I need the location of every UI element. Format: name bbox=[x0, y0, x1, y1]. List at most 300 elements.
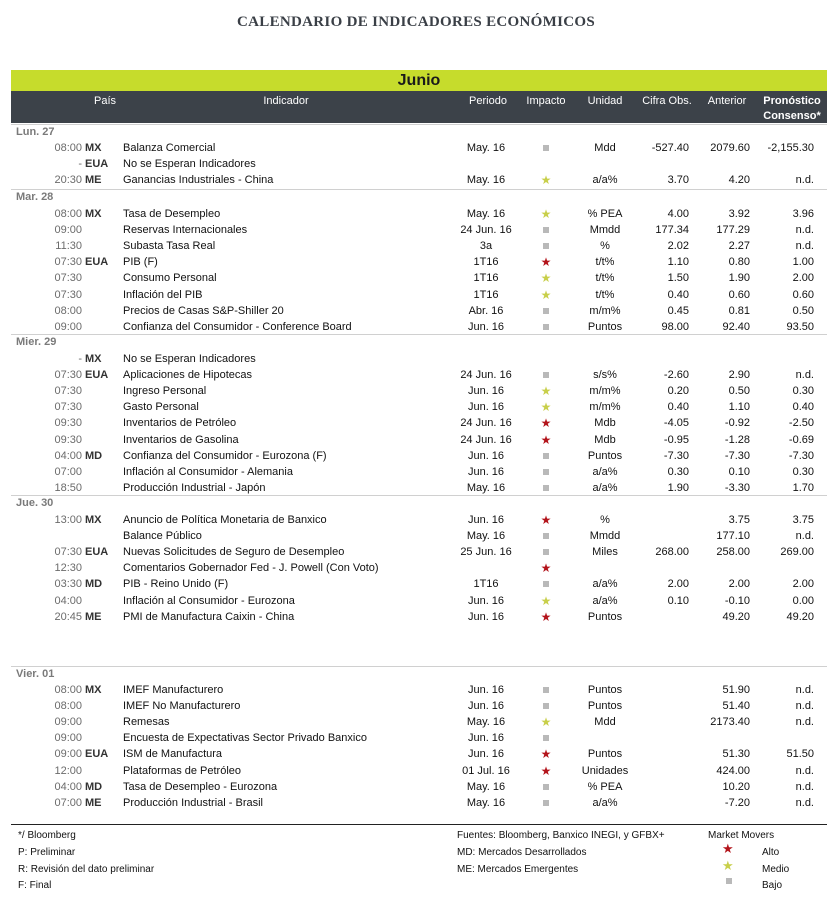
time-cell: 07:30 bbox=[54, 272, 82, 285]
unit-cell: s/s% bbox=[593, 369, 617, 382]
period-cell: Abr. 16 bbox=[468, 304, 504, 317]
previous-cell: 0.81 bbox=[728, 304, 750, 317]
previous-cell: 51.90 bbox=[722, 684, 750, 696]
period-cell: May. 16 bbox=[466, 481, 506, 494]
legend-bajo: Bajo bbox=[762, 880, 783, 891]
time-cell: 09:00 bbox=[54, 716, 82, 729]
time-cell: 12:30 bbox=[54, 562, 82, 575]
unit-cell: Puntos bbox=[587, 610, 623, 623]
period-cell: Jun. 16 bbox=[467, 449, 505, 462]
day-separator bbox=[11, 495, 827, 496]
table-row bbox=[0, 609, 832, 625]
previous-cell: 10.20 bbox=[722, 780, 750, 793]
observed-cell: 177.34 bbox=[655, 224, 689, 237]
indicator-cell: PIB (F) bbox=[123, 256, 158, 269]
forecast-cell: n.d. bbox=[795, 684, 814, 696]
country-cell: MX bbox=[85, 684, 102, 696]
square-low-icon bbox=[528, 730, 564, 746]
time-cell: 04:00 bbox=[54, 449, 82, 462]
forecast-cell: n.d. bbox=[795, 240, 814, 253]
table-row bbox=[0, 528, 832, 544]
time-cell: 08:00 bbox=[54, 208, 82, 220]
unit-cell: Mmdd bbox=[589, 224, 621, 237]
table-row bbox=[0, 238, 832, 254]
observed-cell: -0.95 bbox=[663, 433, 689, 446]
unit-cell: Mmdd bbox=[589, 530, 621, 543]
previous-cell: -3.30 bbox=[724, 481, 750, 494]
country-cell: MX bbox=[85, 514, 102, 526]
forecast-cell: 0.50 bbox=[792, 304, 814, 317]
star-high-icon: ★ bbox=[540, 609, 552, 624]
unit-cell: Puntos bbox=[587, 700, 623, 713]
country-cell: MX bbox=[85, 353, 102, 365]
indicator-cell: Producción Industrial - Brasil bbox=[123, 796, 264, 809]
header-unidad: Unidad bbox=[587, 95, 623, 107]
period-cell: May. 16 bbox=[466, 530, 506, 543]
observed-cell: 4.00 bbox=[667, 208, 689, 220]
unit-cell: Puntos bbox=[587, 684, 623, 696]
observed-cell: 0.45 bbox=[667, 304, 689, 317]
note-fuentes: Fuentes: Bloomberg, Banxico INEGI, y GFBX+ bbox=[457, 830, 665, 841]
table-row bbox=[0, 730, 832, 746]
period-cell: May. 16 bbox=[466, 174, 506, 187]
country-cell: EUA bbox=[85, 256, 109, 269]
page-title: CALENDARIO DE INDICADORES ECONÓMICOS bbox=[237, 14, 595, 30]
time-cell: 09:30 bbox=[54, 417, 82, 430]
period-cell: Jun. 16 bbox=[467, 684, 505, 696]
table-row bbox=[0, 303, 832, 319]
period-cell: May. 16 bbox=[466, 142, 506, 154]
indicator-cell: Plataformas de Petróleo bbox=[123, 764, 242, 777]
previous-cell: -0.92 bbox=[724, 417, 750, 430]
square-low-icon bbox=[528, 795, 564, 811]
day-label: Lun. 27 bbox=[16, 126, 55, 138]
time-cell: 20:45 bbox=[54, 610, 82, 623]
indicator-cell: Inflación del PIB bbox=[123, 288, 203, 301]
observed-cell: 0.40 bbox=[667, 288, 689, 301]
observed-cell: 0.30 bbox=[667, 465, 689, 478]
indicator-cell: Ganancias Industriales - China bbox=[123, 174, 274, 187]
table-row bbox=[0, 480, 832, 496]
star-mid-icon: ★ bbox=[722, 858, 734, 873]
previous-cell: 1.90 bbox=[728, 272, 750, 285]
forecast-cell: n.d. bbox=[795, 780, 814, 793]
header-pronostico-line1: Pronóstico bbox=[763, 95, 821, 107]
unit-cell: m/m% bbox=[589, 304, 621, 317]
unit-cell: a/a% bbox=[592, 796, 618, 809]
unit-cell: Mdb bbox=[594, 417, 616, 430]
forecast-cell: 0.30 bbox=[792, 385, 814, 398]
forecast-cell: 0.40 bbox=[792, 401, 814, 414]
table-row bbox=[0, 399, 832, 415]
note-revision: R: Revisión del dato preliminar bbox=[18, 864, 155, 875]
note-bloomberg: */ Bloomberg bbox=[18, 830, 76, 841]
observed-cell: 2.02 bbox=[667, 240, 689, 253]
indicator-cell: Subasta Tasa Real bbox=[123, 240, 216, 253]
unit-cell: Unidades bbox=[581, 764, 629, 777]
forecast-cell: 51.50 bbox=[786, 748, 814, 761]
unit-cell: Mdb bbox=[594, 433, 616, 446]
previous-cell: -0.10 bbox=[724, 594, 750, 607]
table-row bbox=[0, 795, 832, 811]
day-separator bbox=[11, 189, 827, 190]
period-cell: 1T16 bbox=[473, 288, 499, 301]
table-row bbox=[0, 287, 832, 303]
forecast-cell: n.d. bbox=[795, 716, 814, 729]
unit-cell: a/a% bbox=[592, 465, 618, 478]
observed-cell: 0.20 bbox=[667, 385, 689, 398]
country-cell: MD bbox=[85, 578, 103, 591]
previous-cell: 92.40 bbox=[722, 320, 750, 333]
star-mid-icon: ★ bbox=[540, 400, 552, 415]
observed-cell: 98.00 bbox=[661, 320, 689, 333]
table-row bbox=[0, 746, 832, 762]
day-label: Mar. 28 bbox=[16, 191, 54, 203]
previous-cell: 177.29 bbox=[716, 224, 750, 237]
previous-cell: 2.00 bbox=[728, 578, 750, 591]
day-separator bbox=[11, 666, 827, 667]
forecast-cell: 1.00 bbox=[792, 256, 814, 269]
unit-cell: m/m% bbox=[589, 401, 621, 414]
legend-title: Market Movers bbox=[708, 830, 775, 841]
table-row bbox=[0, 698, 832, 714]
previous-cell: 2.90 bbox=[728, 369, 750, 382]
period-cell: 1T16 bbox=[473, 256, 499, 269]
country-cell: ME bbox=[85, 610, 102, 623]
country-cell: EUA bbox=[85, 158, 109, 171]
time-cell: 07:30 bbox=[54, 288, 82, 301]
table-row bbox=[0, 156, 832, 172]
day-label: Mier. 29 bbox=[16, 336, 57, 348]
star-high-icon: ★ bbox=[540, 416, 552, 431]
note-me: ME: Mercados Emergentes bbox=[457, 864, 579, 875]
table-row bbox=[0, 367, 832, 383]
time-cell: 13:00 bbox=[54, 514, 82, 526]
period-cell: Jun. 16 bbox=[467, 401, 505, 414]
forecast-cell: 269.00 bbox=[780, 546, 814, 559]
country-cell: MX bbox=[85, 208, 102, 220]
time-cell: 07:30 bbox=[54, 385, 82, 398]
indicator-cell: No se Esperan Indicadores bbox=[123, 353, 256, 365]
forecast-cell: 0.00 bbox=[792, 594, 814, 607]
period-cell: May. 16 bbox=[466, 796, 506, 809]
unit-cell: Puntos bbox=[587, 748, 623, 761]
indicator-cell: Inflación al Consumidor - Alemania bbox=[123, 465, 293, 478]
previous-cell: 0.50 bbox=[728, 385, 750, 398]
unit-cell: a/a% bbox=[592, 578, 618, 591]
time-cell: 07:30 bbox=[54, 369, 82, 382]
table-row bbox=[0, 763, 832, 779]
square-low-icon bbox=[528, 779, 564, 795]
period-cell: Jun. 16 bbox=[467, 748, 505, 761]
observed-cell: 1.90 bbox=[667, 481, 689, 494]
previous-cell: 0.60 bbox=[728, 288, 750, 301]
previous-cell: -7.30 bbox=[724, 449, 750, 462]
table-row bbox=[0, 270, 832, 286]
header-pais: País bbox=[93, 95, 116, 107]
indicator-cell: Comentarios Gobernador Fed - J. Powell (Con Voto) bbox=[123, 562, 379, 575]
star-high-icon: ★ bbox=[540, 763, 552, 778]
square-low-icon bbox=[528, 238, 564, 254]
square-low-icon bbox=[528, 448, 564, 464]
indicator-cell: Gasto Personal bbox=[123, 401, 199, 414]
time-cell: 08:00 bbox=[54, 304, 82, 317]
indicator-cell: IMEF Manufacturero bbox=[123, 684, 224, 696]
unit-cell: a/a% bbox=[592, 594, 618, 607]
month-banner: Junio bbox=[11, 70, 827, 91]
indicator-cell: Balanza Comercial bbox=[123, 142, 216, 154]
square-low-icon bbox=[528, 480, 564, 496]
country-cell: MD bbox=[85, 780, 103, 793]
square-low-icon bbox=[528, 140, 564, 156]
unit-cell: t/t% bbox=[595, 256, 615, 269]
previous-cell: 2173.40 bbox=[710, 716, 750, 729]
indicator-cell: Precios de Casas S&P-Shiller 20 bbox=[123, 304, 284, 317]
observed-cell: 2.00 bbox=[667, 578, 689, 591]
indicator-cell: PIB - Reino Unido (F) bbox=[123, 578, 229, 591]
square-low-icon bbox=[528, 682, 564, 698]
period-cell: 24 Jun. 16 bbox=[460, 417, 512, 430]
header-anterior: Anterior bbox=[707, 95, 747, 107]
table-row bbox=[0, 576, 832, 592]
previous-cell: 2.27 bbox=[728, 240, 750, 253]
star-mid-icon: ★ bbox=[540, 271, 552, 286]
indicator-cell: Confianza del Consumidor - Eurozona (F) bbox=[123, 449, 327, 462]
square-low-icon bbox=[528, 544, 564, 560]
period-cell: May. 16 bbox=[466, 208, 506, 220]
time-cell: 04:00 bbox=[54, 594, 82, 607]
indicator-cell: Aplicaciones de Hipotecas bbox=[123, 369, 253, 382]
period-cell: 1T16 bbox=[473, 578, 499, 591]
previous-cell: 424.00 bbox=[716, 764, 750, 777]
previous-cell: 1.10 bbox=[728, 401, 750, 414]
forecast-cell: 3.75 bbox=[792, 514, 814, 526]
star-high-icon: ★ bbox=[540, 747, 552, 762]
observed-cell: -7.30 bbox=[663, 449, 689, 462]
forecast-cell: n.d. bbox=[795, 174, 814, 187]
footer-divider bbox=[11, 824, 827, 825]
indicator-cell: Remesas bbox=[123, 716, 170, 729]
indicator-cell: No se Esperan Indicadores bbox=[123, 158, 256, 171]
indicator-cell: Confianza del Consumidor - Conference Board bbox=[123, 320, 352, 333]
star-mid-icon: ★ bbox=[540, 173, 552, 188]
indicator-cell: Consumo Personal bbox=[123, 272, 217, 285]
country-cell: EUA bbox=[85, 748, 109, 761]
forecast-cell: n.d. bbox=[795, 700, 814, 713]
period-cell: Jun. 16 bbox=[467, 700, 505, 713]
unit-cell: % PEA bbox=[587, 780, 623, 793]
time-cell: 11:30 bbox=[55, 240, 82, 253]
observed-cell: 3.70 bbox=[667, 174, 689, 187]
table-row bbox=[0, 351, 832, 367]
country-cell: EUA bbox=[85, 369, 109, 382]
square-low-icon bbox=[528, 367, 564, 383]
table-row bbox=[0, 254, 832, 270]
day-label: Vier. 01 bbox=[16, 668, 55, 680]
time-cell: 18:50 bbox=[54, 481, 82, 494]
previous-cell: 0.10 bbox=[728, 465, 750, 478]
forecast-cell: 1.70 bbox=[792, 481, 814, 494]
legend-alto: Alto bbox=[762, 847, 780, 858]
unit-cell: t/t% bbox=[595, 288, 615, 301]
header-pronostico bbox=[759, 94, 825, 124]
indicator-cell: IMEF No Manufacturero bbox=[123, 700, 241, 713]
table-row bbox=[0, 222, 832, 238]
previous-cell: 4.20 bbox=[728, 174, 750, 187]
forecast-cell: 0.60 bbox=[792, 288, 814, 301]
period-cell: 1T16 bbox=[473, 272, 499, 285]
indicator-cell: Balance Público bbox=[123, 530, 202, 543]
period-cell: 25 Jun. 16 bbox=[460, 546, 512, 559]
indicator-cell: PMI de Manufactura Caixin - China bbox=[123, 610, 295, 623]
square-low-icon bbox=[528, 576, 564, 592]
forecast-cell: 49.20 bbox=[786, 610, 814, 623]
star-high-icon: ★ bbox=[540, 432, 552, 447]
square-low-icon bbox=[528, 528, 564, 544]
indicator-cell: Inflación al Consumidor - Eurozona bbox=[123, 594, 295, 607]
time-cell: 09:00 bbox=[54, 224, 82, 237]
time-cell: 08:00 bbox=[54, 142, 82, 154]
period-cell: May. 16 bbox=[466, 716, 506, 729]
observed-cell: -527.40 bbox=[651, 142, 689, 154]
period-cell: 01 Jul. 16 bbox=[462, 764, 510, 777]
header-indicador: Indicador bbox=[263, 95, 309, 107]
previous-cell: -1.28 bbox=[724, 433, 750, 446]
period-cell: Jun. 16 bbox=[467, 732, 505, 745]
square-low-icon bbox=[528, 319, 564, 335]
time-cell: 04:00 bbox=[54, 780, 82, 793]
period-cell: 24 Jun. 16 bbox=[460, 433, 512, 446]
indicator-cell: Tasa de Desempleo - Eurozona bbox=[123, 780, 278, 793]
square-low-icon bbox=[528, 698, 564, 714]
table-row bbox=[0, 593, 832, 609]
time-cell: 08:00 bbox=[54, 684, 82, 696]
star-high-icon: ★ bbox=[540, 255, 552, 270]
unit-cell: t/t% bbox=[595, 272, 615, 285]
observed-cell: 268.00 bbox=[655, 546, 689, 559]
indicator-cell: Inventarios de Petróleo bbox=[123, 417, 237, 430]
observed-cell: -2.60 bbox=[663, 369, 689, 382]
forecast-cell: 2.00 bbox=[792, 578, 814, 591]
time-cell: 09:30 bbox=[54, 433, 82, 446]
time-cell: 20:30 bbox=[54, 174, 82, 187]
period-cell: Jun. 16 bbox=[467, 385, 505, 398]
time-cell: 07:00 bbox=[54, 796, 82, 809]
unit-cell: Mdd bbox=[594, 716, 616, 729]
note-final: F: Final bbox=[18, 880, 52, 891]
header-pronostico-line2: Consenso* bbox=[763, 110, 821, 122]
country-cell: ME bbox=[85, 174, 102, 187]
star-high-icon: ★ bbox=[540, 561, 552, 576]
star-high-icon: ★ bbox=[722, 841, 734, 856]
time-cell: 09:00 bbox=[54, 748, 82, 761]
indicator-cell: Reservas Internacionales bbox=[123, 224, 248, 237]
table-row bbox=[0, 172, 832, 188]
forecast-cell: n.d. bbox=[795, 369, 814, 382]
unit-cell: Puntos bbox=[587, 449, 623, 462]
time-cell: - bbox=[78, 158, 82, 171]
time-cell: 07:30 bbox=[54, 401, 82, 414]
previous-cell: 3.92 bbox=[728, 208, 750, 220]
forecast-cell: 0.30 bbox=[792, 465, 814, 478]
previous-cell: -7.20 bbox=[724, 796, 750, 809]
unit-cell: % PEA bbox=[587, 208, 623, 220]
observed-cell: 1.10 bbox=[667, 256, 689, 269]
forecast-cell: 93.50 bbox=[786, 320, 814, 333]
unit-cell: % bbox=[600, 514, 610, 526]
time-cell: - bbox=[78, 353, 82, 365]
star-mid-icon: ★ bbox=[540, 715, 552, 730]
indicator-cell: Anuncio de Política Monetaria de Banxico bbox=[123, 514, 327, 526]
table-row bbox=[0, 206, 832, 222]
period-cell: Jun. 16 bbox=[467, 610, 505, 623]
previous-cell: 49.20 bbox=[722, 610, 750, 623]
forecast-cell: 2.00 bbox=[792, 272, 814, 285]
unit-cell: Miles bbox=[592, 546, 618, 559]
time-cell: 12:00 bbox=[54, 764, 82, 777]
observed-cell: 1.50 bbox=[667, 272, 689, 285]
previous-cell: 2079.60 bbox=[710, 142, 750, 154]
period-cell: May. 16 bbox=[466, 780, 506, 793]
period-cell: 24 Jun. 16 bbox=[460, 224, 512, 237]
header-impacto: Impacto bbox=[526, 95, 566, 107]
previous-cell: 0.80 bbox=[728, 256, 750, 269]
period-cell: Jun. 16 bbox=[467, 465, 505, 478]
time-cell: 07:30 bbox=[54, 256, 82, 269]
country-cell: ME bbox=[85, 796, 102, 809]
previous-cell: 177.10 bbox=[716, 530, 750, 543]
period-cell: Jun. 16 bbox=[467, 594, 505, 607]
unit-cell: a/a% bbox=[592, 481, 618, 494]
unit-cell: m/m% bbox=[589, 385, 621, 398]
country-cell: MD bbox=[85, 449, 103, 462]
square-low-icon bbox=[528, 303, 564, 319]
indicator-cell: Tasa de Desempleo bbox=[123, 208, 221, 220]
table-row bbox=[0, 464, 832, 480]
observed-cell: -4.05 bbox=[663, 417, 689, 430]
table-row bbox=[0, 319, 832, 335]
indicator-cell: Encuesta de Expectativas Sector Privado Banxico bbox=[123, 732, 367, 745]
star-mid-icon: ★ bbox=[540, 287, 552, 302]
forecast-cell: -7.30 bbox=[788, 449, 814, 462]
table-row bbox=[0, 682, 832, 698]
legend-medio: Medio bbox=[762, 864, 790, 875]
forecast-cell: -2.50 bbox=[788, 417, 814, 430]
table-header bbox=[11, 91, 827, 123]
forecast-cell: n.d. bbox=[795, 530, 814, 543]
period-cell: Jun. 16 bbox=[467, 320, 505, 333]
forecast-cell: n.d. bbox=[795, 224, 814, 237]
previous-cell: 258.00 bbox=[716, 546, 750, 559]
table-row bbox=[0, 544, 832, 560]
time-cell: 08:00 bbox=[54, 700, 82, 713]
square-low-icon bbox=[528, 222, 564, 238]
forecast-cell: 3.96 bbox=[792, 208, 814, 220]
time-cell: 09:00 bbox=[54, 320, 82, 333]
unit-cell: Mdd bbox=[594, 142, 616, 154]
day-separator bbox=[11, 124, 827, 125]
period-cell: 3a bbox=[479, 240, 493, 253]
previous-cell: 3.75 bbox=[728, 514, 750, 526]
time-cell: 07:00 bbox=[54, 465, 82, 478]
table-row bbox=[0, 140, 832, 156]
country-cell: EUA bbox=[85, 546, 109, 559]
indicator-cell: Ingreso Personal bbox=[123, 385, 207, 398]
time-cell: 03:30 bbox=[54, 578, 82, 591]
previous-cell: 51.30 bbox=[722, 748, 750, 761]
star-mid-icon: ★ bbox=[540, 593, 552, 608]
table-row bbox=[0, 714, 832, 730]
